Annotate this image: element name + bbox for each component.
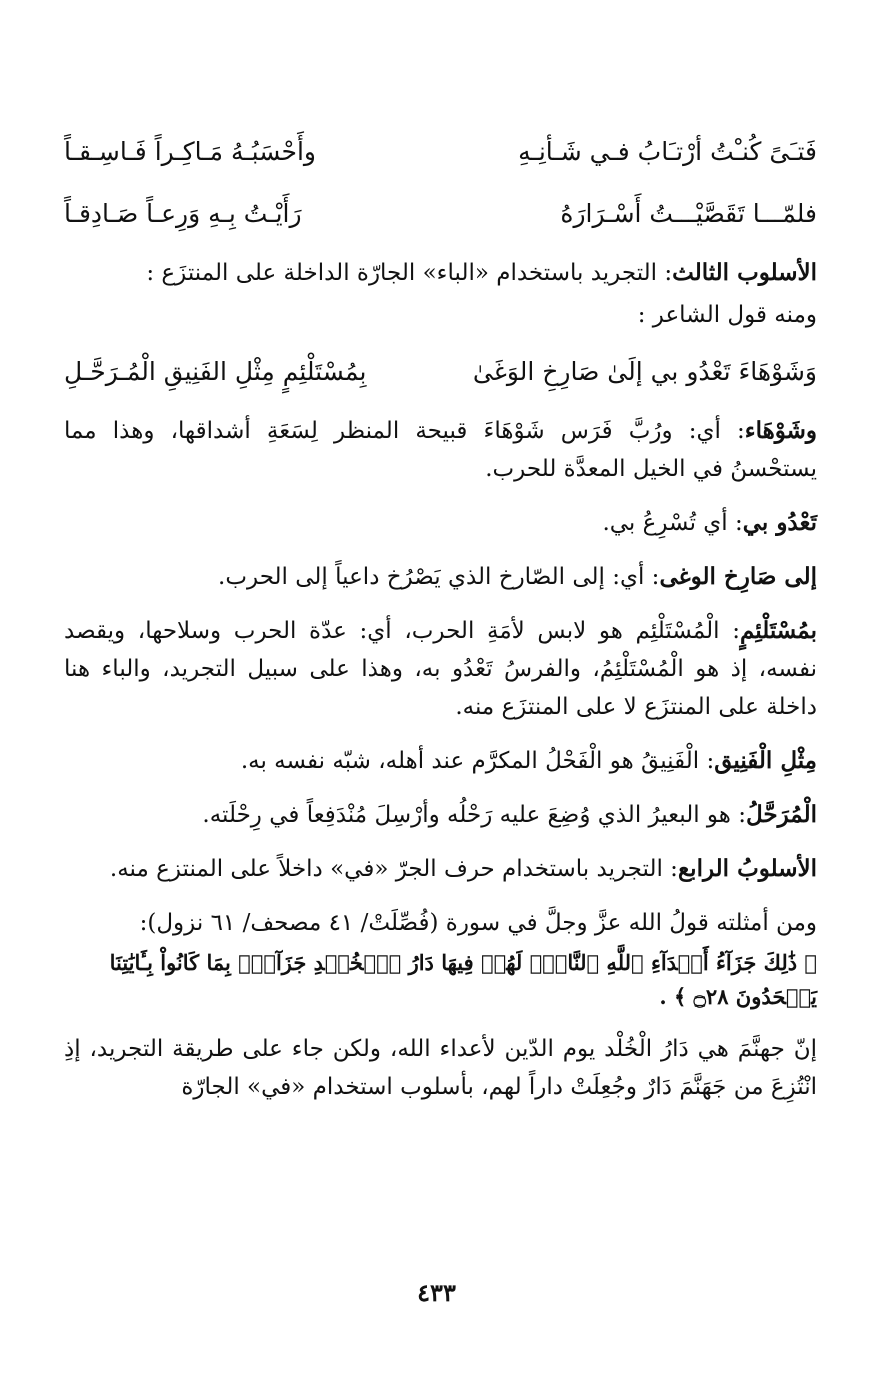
explanation-paragraph [64, 742, 817, 780]
style-three-term: الأسلوب الثالث [672, 259, 817, 286]
explanation-text: : الْمُسْتَلْئِم هو لابس لأمَةِ الحرب، أي: عدّة الحرب وسلاحها، ويقصد نفسه، إذ هو الْمُسْتَلْئِمُ، والفرسُ تَعْدُو به، وهذا على سبيل التجريد، والباء هنا داخلة على المنتزَع لا على المنتزَع منه. [64, 618, 817, 720]
verse-first-hemistich: فلمّـــا تَقَصَّيْـــتُ أَسْـرَارَهُ [560, 199, 817, 228]
explanation-text: : أي تُسْرِعُ بي. [602, 510, 743, 536]
style-four-text: : التجريد باستخدام حرف الجرّ «في» داخلاً على المنتزع منه. [109, 856, 678, 882]
page-body [64, 130, 817, 1122]
poem-verse [64, 192, 817, 236]
style-three-heading [64, 254, 817, 292]
explanation-text: : هو البعيرُ الذي وُضِعَ عليه رَحْلُه وأرْسِلَ مُنْدَفِعاً في رِحْلَته. [202, 802, 746, 828]
style-four-term: الأسلوبُ الرابع [677, 855, 817, 882]
explanation-paragraph [64, 412, 817, 488]
final-paragraph: إنّ جهنَّمَ هي دَارُ الْخُلْد يوم الدّين لأعداء الله، ولكن جاء على طريقة التجريد، إذِ انْتُزِعَ من جَهَنَّمَ دَارٌ وجُعِلَتْ داراً لهم، بأسلوب استخدام «في» الجارّة [64, 1036, 817, 1100]
explanation-paragraph [64, 504, 817, 542]
explanation-term: تَعْدُو بي [742, 509, 817, 536]
explanation-text: : أي: ورُبَّ فَرَس شَوْهَاءَ قبيحة المنظر لِسَعَةِ أشداقها، وهذا مما يستحْسنُ في الخيل المعدَّة للحرب. [64, 418, 817, 482]
verse-second-hemistich: رَأَيْـتُ بِـهِ وَرِعـاً صَـادِقـاً [64, 199, 302, 228]
quran-verse: ﴿ ذَٰلِكَ جَزَآءُ أَعۡدَآءِ ٱللَّهِ ٱلنَّارُۖ لَهُمۡ فِيهَا دَارُ ٱلۡخُلۡدِ جَزَآءَۢ بِمَا كَانُواْ بِـَٔايَٰتِنَا يَجۡحَدُونَ ۝٢٨ ﴾ . [109, 950, 817, 1009]
verse-first-hemistich: فَتـَىً كُنـْتُ أرْتـَابُ فـي شَـأنِـهِ [518, 137, 817, 166]
poem-verse [64, 350, 817, 394]
poem-verse [64, 130, 817, 174]
verse-second-hemistich: بِمُسْتَلْئِمٍ مِثْلِ الفَنِيقِ الْمُـرَحَّـلِ [64, 357, 367, 386]
explanation-term: الْمُرَحَّلُ [745, 801, 817, 828]
page-number: ٤٣٣ [417, 1278, 456, 1307]
explanation-paragraph [64, 612, 817, 726]
examples-intro: ومن أمثلته قولُ الله عزَّ وجلَّ في سورة (فُصِّلَتْ/ ٤١ مصحف/ ٦١ نزول): [139, 910, 817, 936]
verse-first-hemistich: وَشَوْهَاءَ تَعْدُو بي إلَىٰ صَارِخِ الوَغَىٰ [472, 357, 817, 386]
explanation-term: وشَوْهَاء [744, 417, 817, 444]
explanation-term: إلى صَارِخ الوغى [659, 563, 817, 590]
explanation-term: بمُسْتَلْئِمٍ [739, 617, 817, 644]
explanation-paragraph [64, 796, 817, 834]
poet-intro: ومنه قول الشاعر : [637, 302, 817, 328]
explanation-paragraph [64, 558, 817, 596]
verse-second-hemistich: وأَحْسَبُـهُ مَـاكِـراً فَـاسِـقـاً [64, 137, 316, 166]
explanation-text: : الْفَنِيقُ هو الْفَحْلُ المكرَّم عند أهله، شبّه نفسه به. [240, 748, 715, 774]
explanation-term: مِثْلِ الْفَنِيق [714, 747, 817, 774]
style-four-paragraph [64, 850, 817, 888]
explanation-text: : أي: إلى الصّارخ الذي يَصْرُخ داعياً إلى الحرب. [218, 564, 660, 590]
style-three-text: : التجريد باستخدام «الباء» الجارّة الداخلة على المنتزَع : [146, 260, 673, 286]
